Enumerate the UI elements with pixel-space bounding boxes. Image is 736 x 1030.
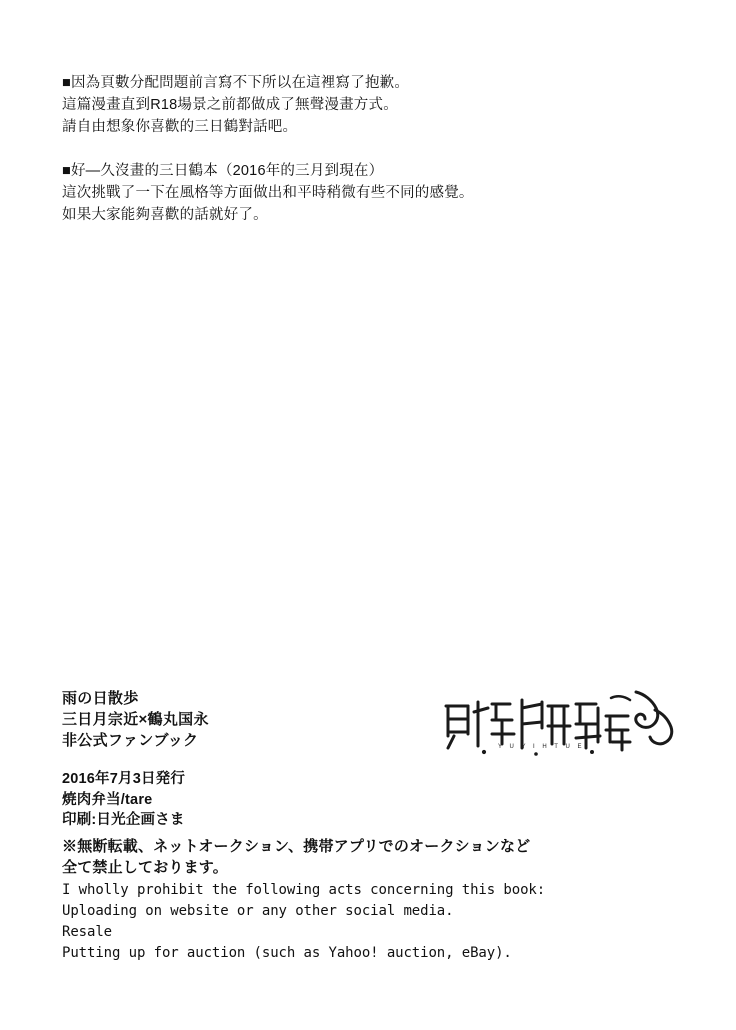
circle-name: 焼肉弁当/tare — [62, 791, 153, 808]
notice-english-block — [62, 880, 702, 964]
colophon-section — [62, 688, 422, 831]
prohibition-notice — [62, 836, 702, 964]
afterword-p1-line-2: 這篇漫畫直到R18場景之前都做成了無聲漫畫方式。 — [62, 97, 398, 113]
book-pairing: 三日月宗近×鶴丸国永 — [62, 711, 209, 728]
book-subtitle: 非公式ファンブック — [62, 732, 199, 749]
afterword-p2-line-2: 這次挑戰了一下在風格等方面做出和平時稍微有些不同的感覺。 — [62, 185, 474, 201]
afterword-paragraph-1 — [62, 72, 682, 138]
afterword-p1-line-1: ■因為頁數分配問題前言寫不下所以在這裡寫了抱歉。 — [62, 75, 410, 91]
scanlation-group-logo — [440, 686, 680, 764]
colophon-title-block — [62, 688, 422, 751]
afterword-section — [62, 72, 682, 226]
colophon-publication-block — [62, 769, 422, 831]
afterword-p2-line-3: 如果大家能夠喜歡的話就好了。 — [62, 207, 268, 223]
afterword-paragraph-2 — [62, 160, 682, 226]
notice-en-line-1: I wholly prohibit the following acts concerning this book: — [62, 882, 546, 898]
printer-name: 印刷:日光企画さま — [62, 812, 185, 828]
notice-en-line-4: Putting up for auction (such as Yahoo! auction, eBay). — [62, 945, 512, 961]
afterword-p1-line-3: 請自由想象你喜歡的三日鶴對話吧。 — [62, 119, 298, 135]
logo-subtext: Y U Y I H T U E — [498, 744, 585, 750]
book-title: 雨の日散歩 — [62, 690, 139, 707]
notice-jp-line-1: ※無断転載、ネットオークション、携帯アプリでのオークションなど — [62, 838, 531, 855]
afterword-p2-line-1: ■好—久沒畫的三日鶴本（2016年的三月到現在） — [62, 163, 384, 179]
notice-en-line-3: Resale — [62, 924, 112, 940]
notice-jp-line-2: 全て禁止しております。 — [62, 859, 229, 876]
notice-en-line-2: Uploading on website or any other social media. — [62, 903, 454, 919]
publication-date: 2016年7月3日発行 — [62, 771, 186, 787]
